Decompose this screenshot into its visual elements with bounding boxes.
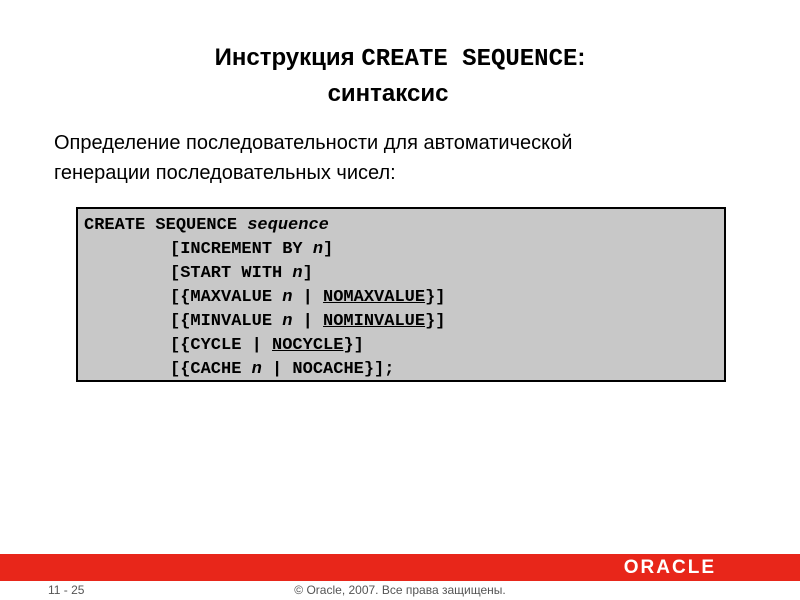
title-prefix: Инструкция [214, 44, 362, 71]
code-line-2 [170, 238, 333, 262]
code-variable: n [292, 264, 303, 283]
code-text: }] [343, 336, 364, 355]
code-text: }] [425, 312, 446, 331]
code-text: [{CACHE [170, 360, 252, 379]
code-text: | NOCACHE}]; [261, 360, 395, 379]
code-separator: | [292, 312, 324, 331]
code-text: [{MINVALUE [170, 312, 283, 331]
slide-subtitle: синтаксис [327, 80, 449, 107]
code-text: [{CYCLE | [170, 336, 273, 355]
code-line-6 [170, 334, 364, 358]
code-text: [START WITH [170, 264, 293, 283]
copyright-notice: © Oracle, 2007. Все права защищены. [294, 583, 506, 597]
code-variable: n [282, 312, 293, 331]
code-text: [{MAXVALUE [170, 288, 283, 307]
code-line-5 [170, 310, 445, 334]
code-text: [INCREMENT BY [170, 240, 313, 259]
code-variable: sequence [247, 216, 329, 235]
code-line-1 [84, 214, 329, 238]
code-default-option: NOMAXVALUE [323, 288, 426, 307]
description-line-2: генерации последовательных чисел: [54, 162, 396, 184]
title-suffix: : [577, 44, 586, 71]
description-line-1: Определение последовательности для автоматической [54, 132, 573, 154]
code-keyword: CREATE SEQUENCE [84, 216, 248, 235]
code-line-7 [170, 358, 394, 382]
oracle-logo: ORACLE [623, 557, 716, 578]
code-variable: n [251, 360, 262, 379]
syntax-code-box [76, 207, 726, 382]
description [54, 128, 754, 188]
title-code: CREATE SEQUENCE [361, 46, 578, 73]
code-line-4 [170, 286, 445, 310]
code-line-3 [170, 262, 313, 286]
code-text: ] [323, 240, 334, 259]
code-text: }] [425, 288, 446, 307]
slide-title [0, 42, 800, 76]
code-text: ] [302, 264, 313, 283]
code-variable: n [312, 240, 324, 259]
code-default-option: NOMINVALUE [323, 312, 426, 331]
code-variable: n [282, 288, 293, 307]
code-default-option: NOCYCLE [272, 336, 344, 355]
code-separator: | [292, 288, 324, 307]
page-number: 11 - 25 [48, 583, 85, 597]
